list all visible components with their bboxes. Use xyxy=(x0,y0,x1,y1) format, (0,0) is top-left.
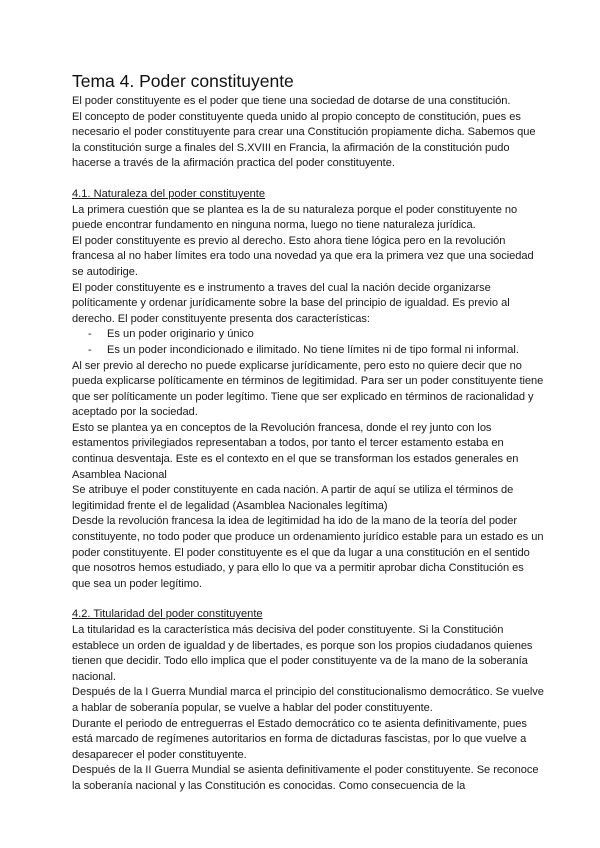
list-item: - Es un poder originario y único xyxy=(88,327,544,343)
paragraph: Se atribuye el poder constituyente en cada nación. A partir de aquí se utiliza el términos de legitimidad frente el de legalidad (Asamblea Nacionales legítima) xyxy=(72,484,514,512)
paragraph: El poder constituyente es previo al derecho. Esto ahora tiene lógica pero en la revolución francesa al no haber límites era todo una novedad ya que era la primera vez que una sociedad se autodirige. xyxy=(72,234,534,278)
paragraph: Después de la I Guerra Mundial marca el principio del constitucionalismo democrático. Se vuelve a hablar de soberanía popular, se vuelve a hablar del poder constituyente. xyxy=(72,686,544,714)
paragraph: El poder constituyente es e instrumento a traves del cual la nación decide organizarse políticamente y ordenar jurídicamente sobre la base del principio de igualdad. Es previo al derecho. El poder constituyente presenta dos características: xyxy=(72,281,510,325)
paragraph: La primera cuestión que se plantea es la de su naturaleza porque el poder constituyente no puede encontrar fundamento en ninguna norma, luego no tiene naturaleza jurídica. xyxy=(72,203,518,232)
paragraph: La titularidad es la característica más decisiva del poder constituyente. Si la Constitución establece un orden de igualdad y de libertades, es porque son los propios ciudadanos quienes tienen que decidir. Todo ello implica que el poder constituyente va de la mano de la soberanía nacional. xyxy=(72,624,533,683)
paragraph: Durante el periodo de entreguerras el Estado democrático co te asienta definitivamente, pues está marcado de regímenes autoritarios en forma de dictaduras fascistas, por lo que vuelve a desaparecer el poder constituyente. xyxy=(72,717,527,761)
list-item: - Es un poder incondicionado e ilimitado. No tiene límites ni de tipo formal ni informal. xyxy=(88,343,544,359)
intro-paragraph: El concepto de poder constituyente queda unido al propio concepto de constitución, pues es necesario el poder constituyente para crear una Constitución propiamente dicha. Sabemos que la constitución surge a finales del S.XVIII en Francia, la afirmación de la constitución pudo hacerse a través de la afirmación practica del poder constituyente. xyxy=(72,110,536,170)
section-heading-naturaleza: 4.1. Naturaleza del poder constituyente xyxy=(72,187,266,200)
page-title: Tema 4. Poder constituyente xyxy=(72,71,294,91)
paragraph: Al ser previo al derecho no puede explicarse jurídicamente, pero esto no quiere decir que no pueda explicarse políticamente en términos de legitimidad. Para ser un poder constituyente tiene que ser políticamente un poder legítimo. Tiene que ser explicado en términos de racionalidad y aceptado por la sociedad. xyxy=(72,359,544,419)
paragraph: Después de la II Guerra Mundial se asienta definitivamente el poder constituyente. Se reconoce la soberanía nacional y las Constitución es conocidas. Como consecuencia de la xyxy=(72,764,539,792)
paragraph: Desde la revolución francesa la idea de legitimidad ha ido de la mano de la teoría del poder constituyente, no todo poder que produce un ordenamiento jurídico estable para un estado es un poder constituyente. El poder constituyente es el que da lugar a una constitución en el sentido que nosotros hemos estudiado, y para ello lo que va a permitir aprobar dicha Constitución es que sea un poder legítimo. xyxy=(72,515,544,590)
intro-paragraph: El poder constituyente es el poder que tiene una sociedad de dotarse de una constitución. xyxy=(72,95,511,107)
section-heading-titularidad: 4.2. Titularidad del poder constituyente xyxy=(72,608,263,621)
paragraph: Esto se plantea ya en conceptos de la Revolución francesa, donde el rey junto con los estamentos privilegiados representaban a todos, por tanto el tercer estamento estaba en continua desventaja. Este es el contexto en el que se transforman los estados generales en Asamblea Nacional xyxy=(72,421,519,481)
characteristics-list xyxy=(72,327,544,358)
